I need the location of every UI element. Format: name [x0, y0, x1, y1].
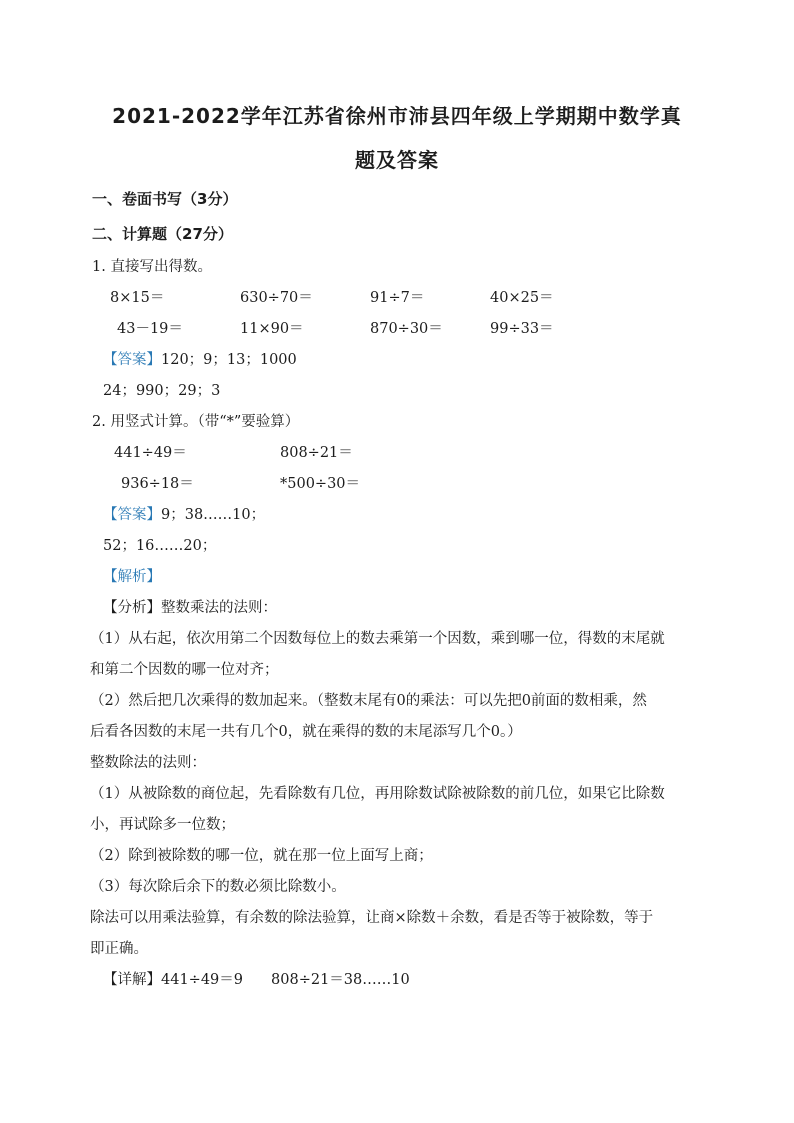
analysis-line: （3）每次除后余下的数必须比除数小。	[90, 879, 346, 895]
question1-answer-line-2: 24；990；29；3	[103, 383, 221, 399]
question2-answer-line-2: 52；16……20；	[103, 538, 217, 554]
question1-equation-row-2	[90, 314, 704, 345]
analysis-line: （2）除到被除数的哪一位，就在那一位上面写上商；	[90, 848, 433, 864]
analysis-line: 小，再试除多一位数；	[90, 817, 235, 833]
detail-equation: 441÷49＝9	[161, 972, 244, 988]
answer-label: 【答案】	[103, 352, 161, 368]
analysis-intro-label: 【分析】	[103, 600, 161, 616]
answer-label: 【答案】	[103, 507, 161, 523]
equation: 441÷49＝	[114, 445, 187, 461]
detail-label: 【详解】	[103, 972, 161, 988]
analysis-intro-line	[90, 593, 704, 624]
page-title	[90, 94, 704, 182]
question1-answer-line-1	[90, 345, 704, 376]
analysis-line: 即正确。	[90, 941, 148, 957]
equation: 936÷18＝	[121, 476, 194, 492]
question2-equation-row-1	[90, 438, 704, 469]
analysis-line: 和第二个因数的哪一位对齐；	[90, 662, 279, 678]
equation: 808÷21＝	[280, 445, 353, 461]
detail-line	[90, 965, 704, 996]
equation: 43－19＝	[117, 321, 183, 337]
page-title-line-1: 2021-2022学年江苏省徐州市沛县四年级上学期期中数学真	[112, 104, 682, 128]
equation: 870÷30＝	[370, 321, 443, 337]
answer-text: 120；9；13；1000	[161, 352, 297, 368]
section-heading-handwriting: 一、卷面书写（3分）	[92, 190, 238, 208]
question1-equation-row-1	[90, 283, 704, 314]
analysis-section-label-line	[90, 562, 704, 593]
question1-prompt: 1. 直接写出得数。	[92, 259, 212, 275]
equation: 40×25＝	[490, 290, 554, 306]
answer-text: 9；38……10；	[161, 507, 266, 523]
analysis-line: 后看各因数的末尾一共有几个0，就在乘得的数的末尾添写几个0。）	[90, 724, 522, 740]
equation: 91÷7＝	[370, 290, 425, 306]
equation: 99÷33＝	[490, 321, 554, 337]
analysis-intro-text: 整数乘法的法则：	[161, 600, 277, 616]
detail-equation: 808÷21＝38……10	[271, 972, 410, 988]
analysis-line: （1）从右起，依次用第二个因数每位上的数去乘第一个因数，乘到哪一位，得数的末尾就	[90, 631, 665, 647]
equation: 630÷70＝	[240, 290, 313, 306]
question2-prompt: 2. 用竖式计算。（带“*”要验算）	[92, 414, 300, 430]
analysis-line: （1）从被除数的商位起，先看除数有几位，再用除数试除被除数的前几位，如果它比除数	[90, 786, 665, 802]
section-heading-calculation: 二、计算题（27分）	[92, 225, 233, 243]
equation: 8×15＝	[110, 290, 165, 306]
question2-equation-row-2	[90, 469, 704, 500]
analysis-line: 整数除法的法则：	[90, 755, 206, 771]
analysis-line: 除法可以用乘法验算，有余数的除法验算，让商×除数＋余数，看是否等于被除数，等于	[90, 910, 654, 926]
analysis-line: （2）然后把几次乘得的数加起来。（整数末尾有0的乘法：可以先把0前面的数相乘，然	[90, 693, 647, 709]
equation: *500÷30＝	[280, 476, 361, 492]
equation: 11×90＝	[240, 321, 304, 337]
page-title-line-2: 题及答案	[355, 148, 439, 172]
question2-answer-line-1	[90, 500, 704, 531]
analysis-label: 【解析】	[103, 569, 161, 585]
